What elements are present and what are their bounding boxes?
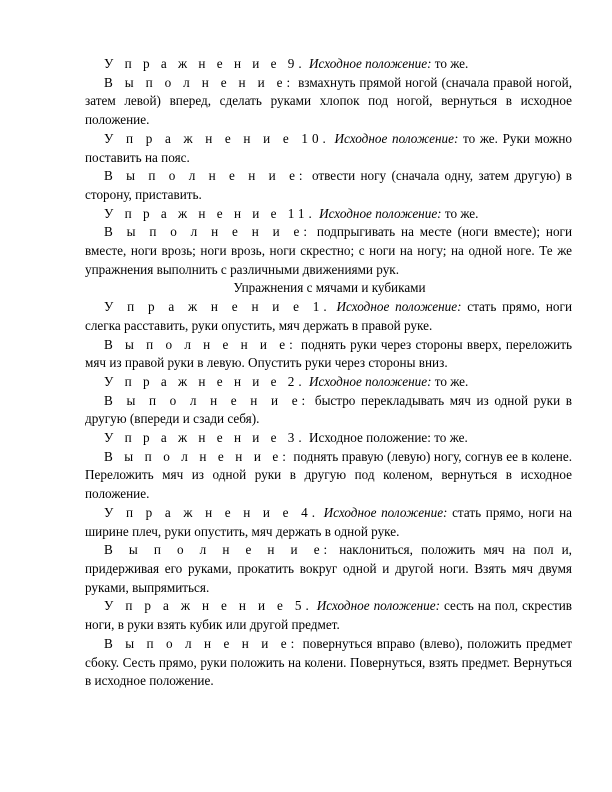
execution-label: В ы п о л н е н и е: bbox=[104, 74, 295, 90]
execution-label: В ы п о л н е н и е: bbox=[104, 392, 310, 408]
exercise-label: У п р а ж н е н и е 2. bbox=[104, 373, 306, 389]
execution-paragraph bbox=[85, 74, 572, 130]
paragraph-text: наклониться, положить мяч на пол и, придерживая его руками, прокатить вокруг одной и другой ноги. Взять мяч двумя руками, выпрямиться. bbox=[85, 542, 572, 595]
paragraph-text: взмахнуть прямой ногой (сначала правой ногой, затем левой) вперед, сделать руками хлопок под ногой, вернуться в исходное положение. bbox=[85, 74, 572, 128]
starting-position-label: Исходное положение: bbox=[316, 598, 440, 614]
execution-paragraph bbox=[85, 541, 572, 597]
paragraph-text: быстро перекладывать мяч из одной руки в другую (впереди и сзади себя). bbox=[85, 392, 573, 427]
paragraph-text: сесть на пол, скрестив ноги, в руки взять кубик или другой предмет. bbox=[85, 598, 573, 633]
execution-label: В ы п о л н е н и е: bbox=[104, 635, 299, 651]
execution-paragraph bbox=[85, 448, 572, 504]
exercise-paragraph bbox=[85, 298, 572, 335]
execution-paragraph bbox=[85, 167, 572, 204]
paragraph-text: стать прямо, ноги на ширине плеч, руки опустить, мяч держать в одной руке. bbox=[85, 504, 572, 539]
execution-paragraph bbox=[85, 336, 572, 373]
exercise-paragraph bbox=[85, 205, 572, 224]
exercise-paragraph bbox=[85, 597, 572, 634]
paragraph-text: Исходное положение: то же. bbox=[305, 430, 468, 446]
starting-position-label: Исходное положение: bbox=[334, 130, 459, 146]
exercise-paragraph bbox=[85, 373, 572, 392]
paragraph-text: то же. Руки можно поставить на пояс. bbox=[85, 130, 572, 165]
exercise-label: У п р а ж н е н и е 5. bbox=[104, 598, 313, 614]
execution-paragraph bbox=[85, 635, 572, 691]
starting-position-label: Исходное положение: bbox=[309, 56, 432, 71]
execution-label: В ы п о л н е н и е: bbox=[104, 448, 290, 464]
paragraph-text: поднять правую (левую) ногу, согнув ее в колене. Переложить мяч из одной руки в другую под коленом, вернуться в исходное положение. bbox=[85, 448, 572, 502]
exercise-label: У п р а ж н е н и е 1. bbox=[104, 299, 331, 315]
starting-position-label: Исходное положение: bbox=[319, 205, 442, 221]
execution-paragraph bbox=[85, 223, 572, 279]
execution-label: В ы п о л н е н и е: bbox=[104, 224, 312, 240]
execution-label: В ы п о л н е н и е: bbox=[104, 542, 332, 558]
exercise-paragraph bbox=[85, 130, 572, 167]
exercise-label: У п р а ж н е н и е 3. bbox=[104, 430, 306, 446]
paragraph-text: подпрыгивать на месте (ноги вместе); ноги вместе, ноги врозь; ноги врозь, ноги скрестно; с ноги на ногу; на одной ноге. Те же упражнения выполнить с различными движениями рук. bbox=[85, 224, 573, 277]
section-heading: Упражнения с мячами и кубиками bbox=[233, 280, 426, 296]
exercise-paragraph bbox=[85, 429, 572, 448]
starting-position-label: Исходное положение: bbox=[336, 299, 462, 315]
paragraph-text: повернуться вправо (влево), положить предмет сбоку. Сесть прямо, руки положить на колени. Повернуться, взять предмет. Вернуться в исходное положение. bbox=[85, 635, 572, 689]
exercise-paragraph bbox=[85, 504, 572, 541]
exercise-paragraph bbox=[85, 55, 572, 74]
execution-label: В ы п о л н е н и е: bbox=[104, 168, 307, 184]
exercise-label: У п р а ж н е н и е 4. bbox=[104, 504, 319, 520]
document-body bbox=[85, 55, 572, 691]
paragraph-text: поднять руки через стороны вверх, переложить мяч из правой руки в левую. Опустить руки через стороны вниз. bbox=[85, 336, 572, 371]
paragraph-text: стать прямо, ноги слегка расставить, руки опустить, мяч держать в правой руке. bbox=[85, 299, 572, 333]
execution-paragraph bbox=[85, 392, 572, 429]
paragraph-text: то же. bbox=[431, 56, 469, 71]
exercise-label: У п р а ж н е н и е 10. bbox=[104, 130, 330, 146]
exercise-label: У п р а ж н е н и е 9. bbox=[104, 56, 306, 71]
exercise-label: У п р а ж н е н и е 11. bbox=[104, 205, 316, 221]
paragraph-text: то же. bbox=[441, 205, 479, 221]
paragraph-text: отвести ногу (сначала одну, затем другую) в сторону, приставить. bbox=[85, 168, 573, 202]
starting-position-label: Исходное положение: bbox=[309, 373, 432, 389]
starting-position-label: Исходное положение: bbox=[323, 504, 448, 520]
paragraph-text: то же. bbox=[431, 373, 469, 389]
execution-label: В ы п о л н е н и е: bbox=[104, 336, 297, 352]
